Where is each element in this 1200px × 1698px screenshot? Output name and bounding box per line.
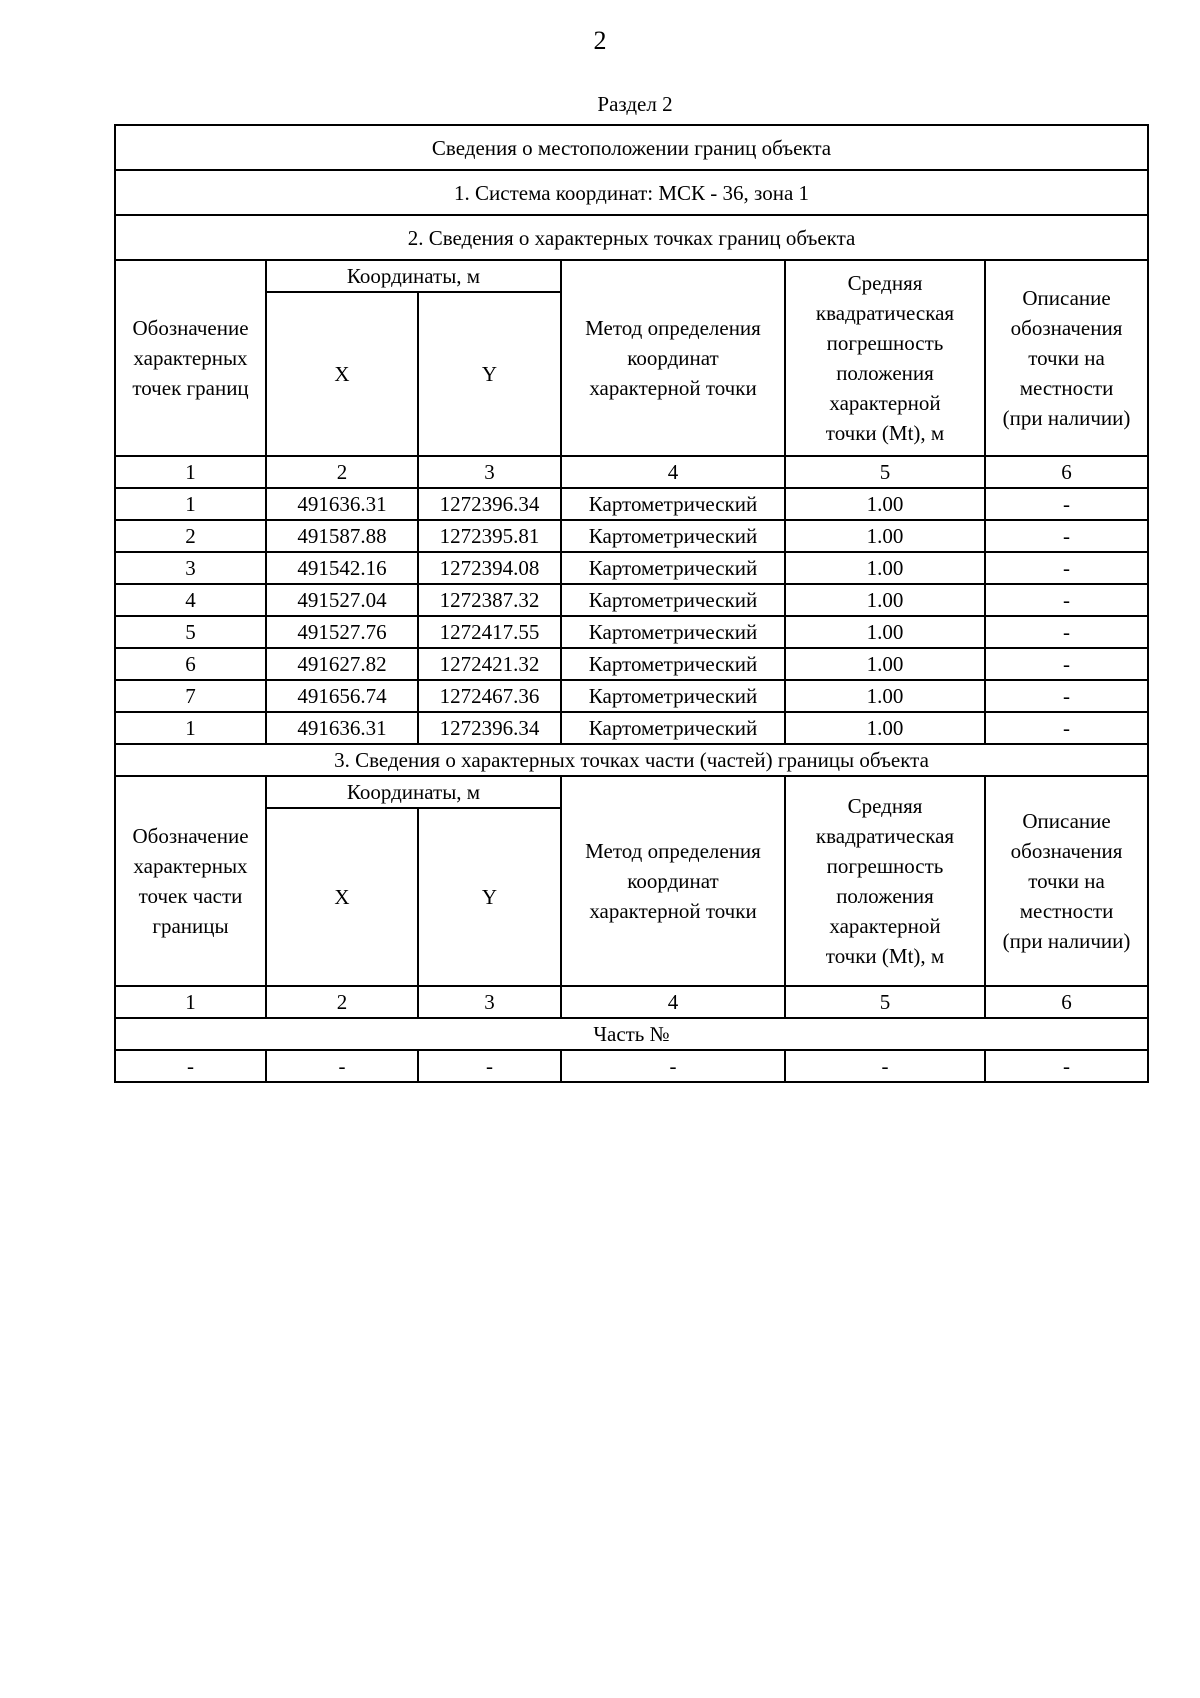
cell-point: 5 xyxy=(115,616,266,648)
header-description-part: Описание обозначения точки на местности (при наличии) xyxy=(985,776,1148,986)
cell-y: 1272417.55 xyxy=(418,616,561,648)
cell-method: Картометрический xyxy=(561,520,785,552)
cell-empty: - xyxy=(115,1050,266,1082)
cell-error: 1.00 xyxy=(785,520,985,552)
column-number: 4 xyxy=(561,986,785,1018)
cell-point: 2 xyxy=(115,520,266,552)
header-method: Метод определения координат характерной точки xyxy=(561,260,785,456)
cell-empty: - xyxy=(561,1050,785,1082)
cell-point: 3 xyxy=(115,552,266,584)
column-number: 6 xyxy=(985,456,1148,488)
cell-description: - xyxy=(985,648,1148,680)
cell-y: 1272387.32 xyxy=(418,584,561,616)
cell-method: Картометрический xyxy=(561,648,785,680)
cell-description: - xyxy=(985,552,1148,584)
header-description: Описание обозначения точки на местности (при наличии) xyxy=(985,260,1148,456)
cell-point: 4 xyxy=(115,584,266,616)
cell-error: 1.00 xyxy=(785,584,985,616)
cell-y: 1272395.81 xyxy=(418,520,561,552)
column-number: 1 xyxy=(115,986,266,1018)
cell-error: 1.00 xyxy=(785,552,985,584)
cell-error: 1.00 xyxy=(785,680,985,712)
section-title: Раздел 2 xyxy=(597,92,673,116)
cell-error: 1.00 xyxy=(785,616,985,648)
table-row xyxy=(115,680,1148,712)
column-number: 5 xyxy=(785,986,985,1018)
cell-description: - xyxy=(985,616,1148,648)
boundary-coordinates-table xyxy=(114,124,1149,1083)
cell-y: 1272394.08 xyxy=(418,552,561,584)
table-row xyxy=(115,520,1148,552)
cell-empty: - xyxy=(266,1050,418,1082)
header-method-part: Метод определения координат характерной точки xyxy=(561,776,785,986)
cell-method: Картометрический xyxy=(561,488,785,520)
column-number: 2 xyxy=(266,456,418,488)
cell-x: 491627.82 xyxy=(266,648,418,680)
cell-x: 491542.16 xyxy=(266,552,418,584)
cell-x: 491636.31 xyxy=(266,488,418,520)
column-number: 6 xyxy=(985,986,1148,1018)
column-number: 2 xyxy=(266,986,418,1018)
table-title: Сведения о местоположении границ объекта xyxy=(115,125,1148,170)
column-number: 4 xyxy=(561,456,785,488)
cell-point: 7 xyxy=(115,680,266,712)
cell-x: 491527.76 xyxy=(266,616,418,648)
cell-error: 1.00 xyxy=(785,648,985,680)
header-designation: Обозначение характерных точек границ xyxy=(115,260,266,456)
table-row xyxy=(115,584,1148,616)
table-row xyxy=(115,488,1148,520)
cell-description: - xyxy=(985,520,1148,552)
table-row xyxy=(115,616,1148,648)
cell-y: 1272421.32 xyxy=(418,648,561,680)
cell-description: - xyxy=(985,584,1148,616)
header-coordinates-part: Координаты, м xyxy=(266,776,561,808)
cell-method: Картометрический xyxy=(561,712,785,744)
cell-y: 1272467.36 xyxy=(418,680,561,712)
cell-point: 6 xyxy=(115,648,266,680)
cell-method: Картометрический xyxy=(561,584,785,616)
header-designation-part: Обозначение характерных точек части границы xyxy=(115,776,266,986)
cell-point: 1 xyxy=(115,712,266,744)
cell-x: 491587.88 xyxy=(266,520,418,552)
column-number: 5 xyxy=(785,456,985,488)
cell-description: - xyxy=(985,488,1148,520)
part-label: Часть № xyxy=(115,1018,1148,1050)
table-row xyxy=(115,648,1148,680)
cell-method: Картометрический xyxy=(561,616,785,648)
column-numbers-row xyxy=(115,456,1148,488)
header-y-part: Y xyxy=(418,808,561,986)
header-error: Средняя квадратическая погрешность положения характерной точки (Mt), м xyxy=(785,260,985,456)
cell-error: 1.00 xyxy=(785,488,985,520)
header-error-part: Средняя квадратическая погрешность положения характерной точки (Mt), м xyxy=(785,776,985,986)
column-numbers-row xyxy=(115,986,1148,1018)
cell-description: - xyxy=(985,680,1148,712)
cell-empty: - xyxy=(418,1050,561,1082)
cell-x: 491527.04 xyxy=(266,584,418,616)
parts-block-title: 3. Сведения о характерных точках части (частей) границы объекта xyxy=(115,744,1148,776)
header-x: X xyxy=(266,292,418,456)
cell-y: 1272396.34 xyxy=(418,712,561,744)
coordinate-system: 1. Система координат: МСК - 36, зона 1 xyxy=(115,170,1148,215)
cell-empty: - xyxy=(785,1050,985,1082)
header-y: Y xyxy=(418,292,561,456)
column-number: 3 xyxy=(418,986,561,1018)
points-block-title: 2. Сведения о характерных точках границ объекта xyxy=(115,215,1148,260)
cell-point: 1 xyxy=(115,488,266,520)
cell-method: Картометрический xyxy=(561,680,785,712)
header-x-part: X xyxy=(266,808,418,986)
page-number: 2 xyxy=(593,26,607,55)
cell-description: - xyxy=(985,712,1148,744)
cell-error: 1.00 xyxy=(785,712,985,744)
header-coordinates: Координаты, м xyxy=(266,260,561,292)
table-row xyxy=(115,552,1148,584)
cell-y: 1272396.34 xyxy=(418,488,561,520)
table-row xyxy=(115,712,1148,744)
cell-method: Картометрический xyxy=(561,552,785,584)
cell-x: 491656.74 xyxy=(266,680,418,712)
cell-empty: - xyxy=(985,1050,1148,1082)
table-row xyxy=(115,1050,1148,1082)
column-number: 1 xyxy=(115,456,266,488)
column-number: 3 xyxy=(418,456,561,488)
cell-x: 491636.31 xyxy=(266,712,418,744)
